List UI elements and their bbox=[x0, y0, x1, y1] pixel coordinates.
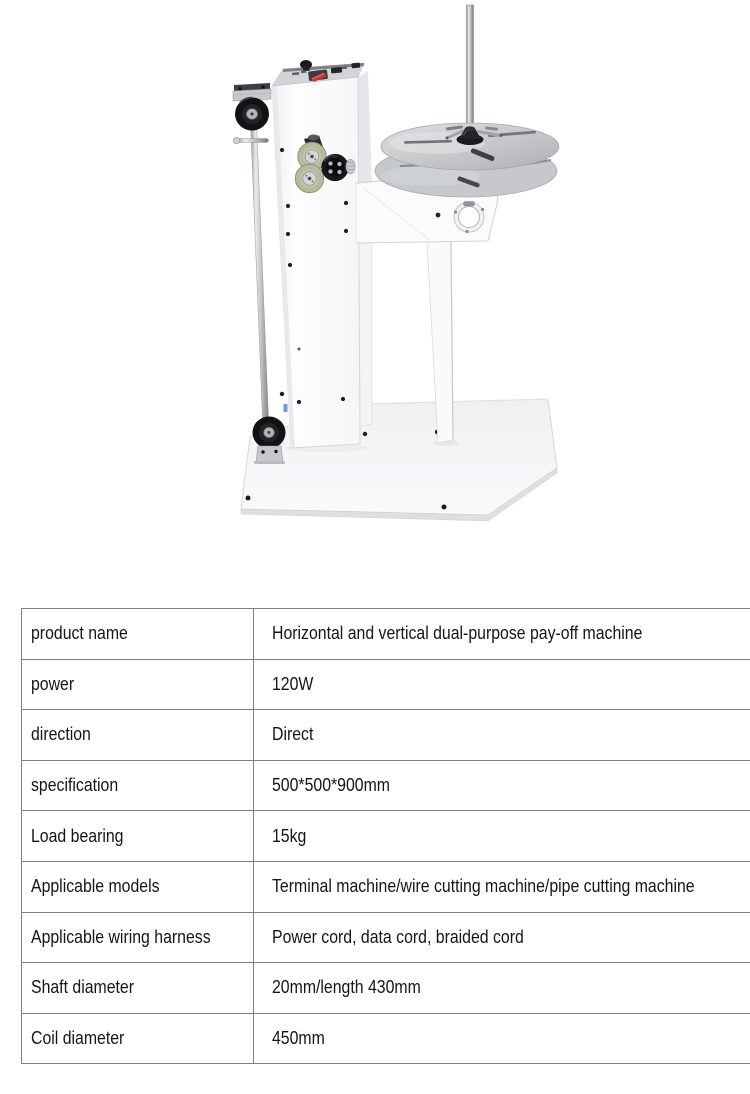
spec-label: direction bbox=[31, 724, 91, 745]
spec-label-cell bbox=[22, 912, 254, 963]
spec-value: 120W bbox=[272, 673, 314, 694]
spec-value: 15kg bbox=[272, 825, 307, 846]
spec-label: specification bbox=[31, 775, 119, 796]
spec-table-row bbox=[22, 659, 750, 710]
base-plate bbox=[241, 392, 557, 521]
spec-table-row bbox=[22, 760, 750, 811]
spec-value-cell bbox=[254, 710, 750, 761]
guide-pulley-top bbox=[235, 98, 269, 131]
spec-label-cell bbox=[22, 710, 254, 761]
spec-value: 500*500*900mm bbox=[272, 775, 391, 796]
spec-value: 20mm/length 430mm bbox=[272, 977, 421, 998]
spec-value-cell bbox=[254, 659, 750, 710]
spec-label: Coil diameter bbox=[31, 1028, 125, 1049]
spec-table-section bbox=[21, 608, 737, 1064]
arm-screw bbox=[436, 213, 441, 218]
spec-value-cell bbox=[254, 609, 750, 660]
guide-pulley-bottom bbox=[253, 417, 286, 449]
spec-table-row bbox=[22, 811, 750, 862]
spec-label: Shaft diameter bbox=[31, 977, 135, 998]
spec-table-row bbox=[22, 710, 750, 761]
spec-table-row bbox=[22, 963, 750, 1014]
payoff-discs bbox=[375, 123, 559, 197]
spec-label: power bbox=[31, 673, 75, 694]
spec-table-row bbox=[22, 861, 750, 912]
spec-label-cell bbox=[22, 811, 254, 862]
spec-table bbox=[21, 608, 750, 1064]
disc-shaft-rod bbox=[467, 5, 474, 142]
rail-clip bbox=[284, 404, 288, 412]
spec-label: Load bearing bbox=[31, 825, 124, 846]
spec-value: Power cord, data cord, braided cord bbox=[272, 926, 524, 947]
spec-label: Applicable models bbox=[31, 876, 160, 897]
spec-table-body bbox=[22, 609, 750, 1064]
spec-label-cell bbox=[22, 963, 254, 1014]
spec-value-cell bbox=[254, 1013, 750, 1064]
spec-table-row bbox=[22, 609, 750, 660]
spec-value-cell bbox=[254, 861, 750, 912]
spec-label-cell bbox=[22, 609, 254, 660]
spec-label: product name bbox=[31, 623, 128, 644]
spec-label-cell bbox=[22, 659, 254, 710]
spec-value: Terminal machine/wire cutting machine/pipe cutting machine bbox=[272, 876, 695, 897]
aviation-connector bbox=[322, 154, 348, 180]
spec-label-cell bbox=[22, 760, 254, 811]
spec-value: Horizontal and vertical dual-purpose pay-off machine bbox=[272, 623, 643, 644]
spec-label-cell bbox=[22, 1013, 254, 1064]
thumbscrew bbox=[346, 159, 355, 173]
spec-table-row bbox=[22, 912, 750, 963]
spec-value: Direct bbox=[272, 724, 314, 745]
tower bbox=[272, 60, 374, 448]
spec-value-cell bbox=[254, 811, 750, 862]
spec-value-cell bbox=[254, 963, 750, 1014]
spec-value-cell bbox=[254, 760, 750, 811]
spec-value: 450mm bbox=[272, 1028, 325, 1049]
bottom-bracket bbox=[254, 446, 285, 464]
guide-pin bbox=[233, 137, 268, 143]
spec-label-cell bbox=[22, 861, 254, 912]
guide-wheel-lower bbox=[295, 164, 323, 192]
spec-value-cell bbox=[254, 912, 750, 963]
spec-label: Applicable wiring harness bbox=[31, 926, 211, 947]
spec-table-row bbox=[22, 1013, 750, 1064]
